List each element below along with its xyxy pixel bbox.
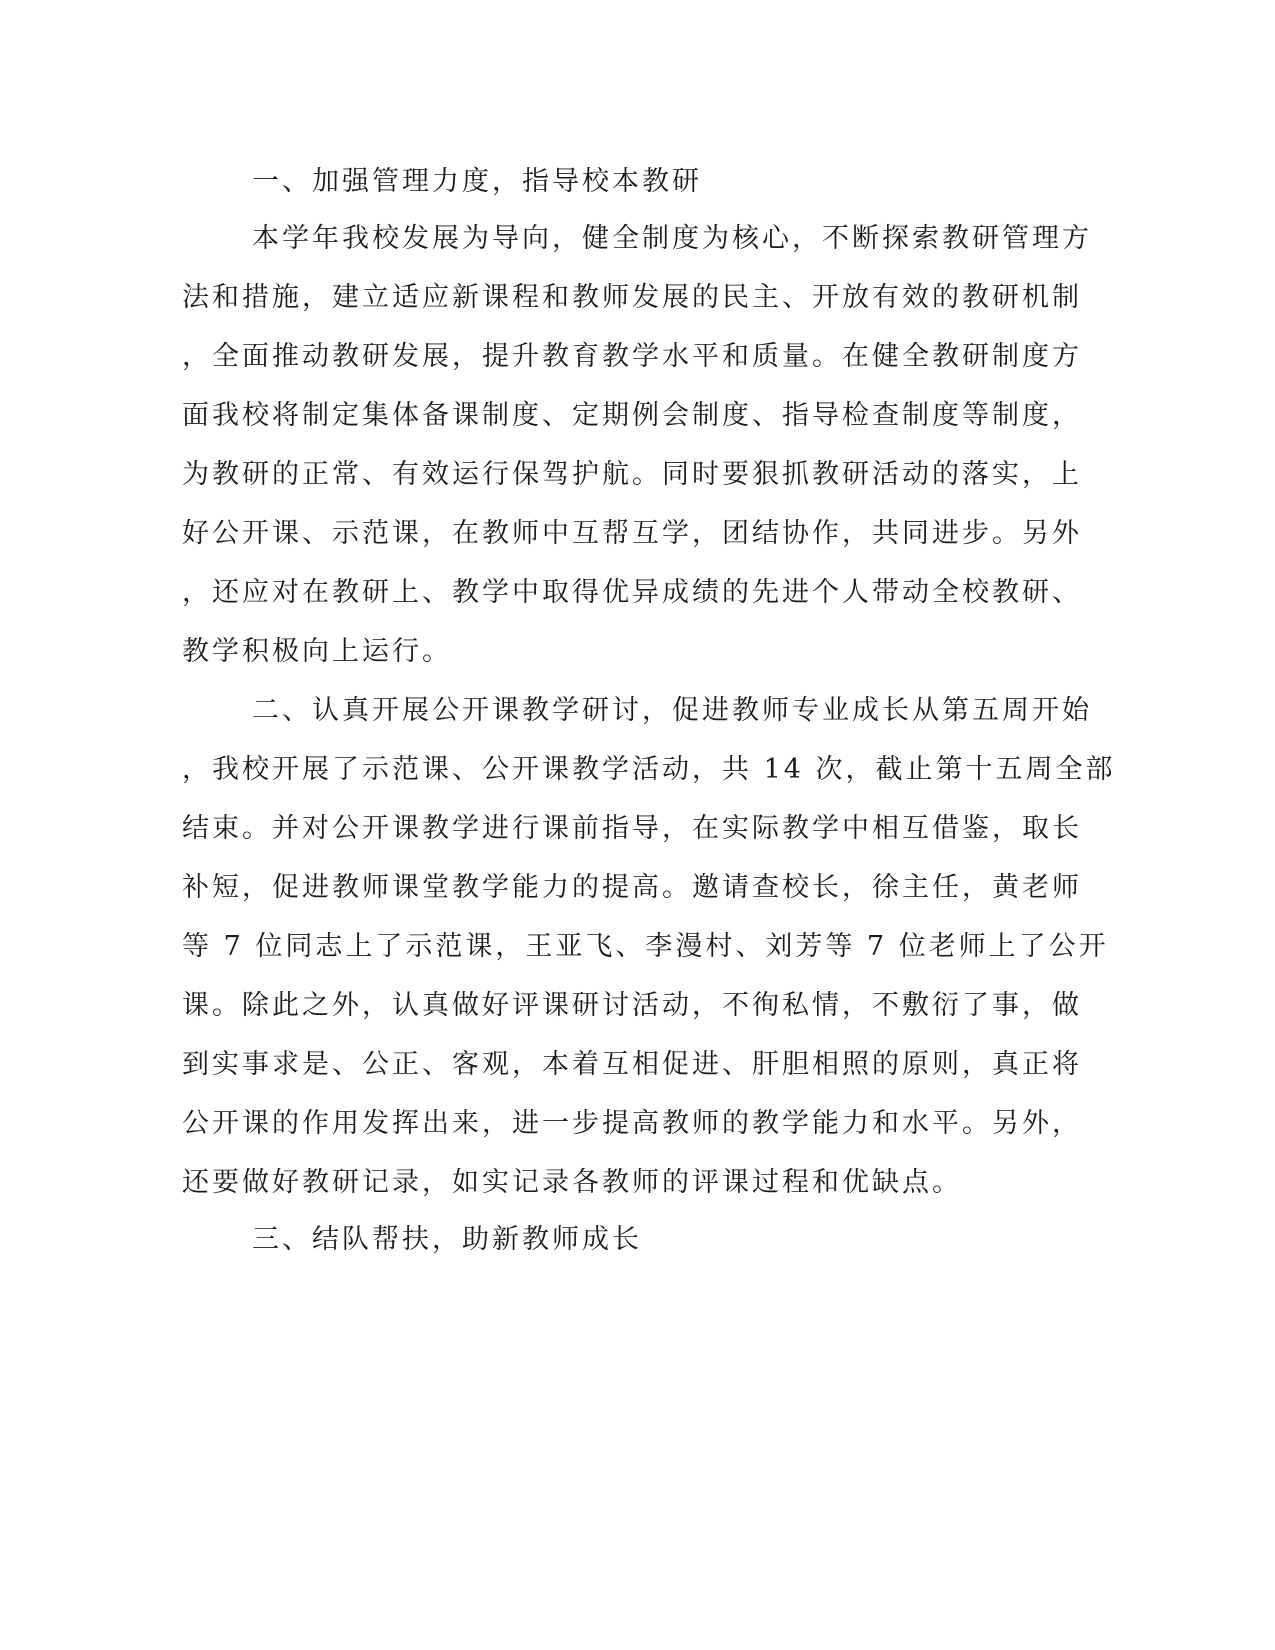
paragraph-line: 等 7 位同志上了示范课，王亚飞、李漫村、刘芳等 7 位老师上了公开 (182, 931, 1109, 962)
section-heading-1: 一、加强管理力度，指导校本教研 (252, 166, 702, 197)
paragraph-line: 补短，促进教师课堂教学能力的提高。邀请查校长，徐主任，黄老师 (182, 872, 1082, 903)
paragraph-line: 为教研的正常、有效运行保驾护航。同时要狠抓教研活动的落实，上 (182, 459, 1082, 490)
section-heading-3: 三、结队帮扶，助新教师成长 (252, 1224, 642, 1255)
paragraph-line: 法和措施，建立适应新课程和教师发展的民主、开放有效的教研机制 (182, 282, 1082, 313)
paragraph-line: 本学年我校发展为导向，健全制度为核心，不断探索教研管理方 (252, 223, 1092, 254)
paragraph-line: 公开课的作用发挥出来，进一步提高教师的教学能力和水平。另外， (182, 1108, 1082, 1139)
paragraph-line: ，还应对在教研上、教学中取得优异成绩的先进个人带动全校教研、 (182, 577, 1082, 608)
paragraph-line: ，全面推动教研发展，提升教育教学水平和质量。在健全教研制度方 (182, 341, 1082, 372)
paragraph-line: 好公开课、示范课，在教师中互帮互学，团结协作，共同进步。另外 (182, 518, 1082, 549)
paragraph-line: 结束。并对公开课教学进行课前指导，在实际教学中相互借鉴，取长 (182, 813, 1082, 844)
paragraph-line: ，我校开展了示范课、公开课教学活动，共 14 次，截止第十五周全部 (182, 754, 1116, 785)
paragraph-line: 到实事求是、公正、客观，本着互相促进、肝胆相照的原则，真正将 (182, 1049, 1082, 1080)
section-heading-2: 二、认真开展公开课教学研讨，促进教师专业成长从第五周开始 (252, 695, 1092, 726)
paragraph-line: 面我校将制定集体备课制度、定期例会制度、指导检查制度等制度， (182, 400, 1082, 431)
paragraph-line: 课。除此之外，认真做好评课研讨活动，不徇私情，不敷衍了事，做 (182, 990, 1082, 1021)
paragraph-line: 教学积极向上运行。 (182, 636, 452, 667)
paragraph-line: 还要做好教研记录，如实记录各教师的评课过程和优缺点。 (182, 1167, 962, 1198)
